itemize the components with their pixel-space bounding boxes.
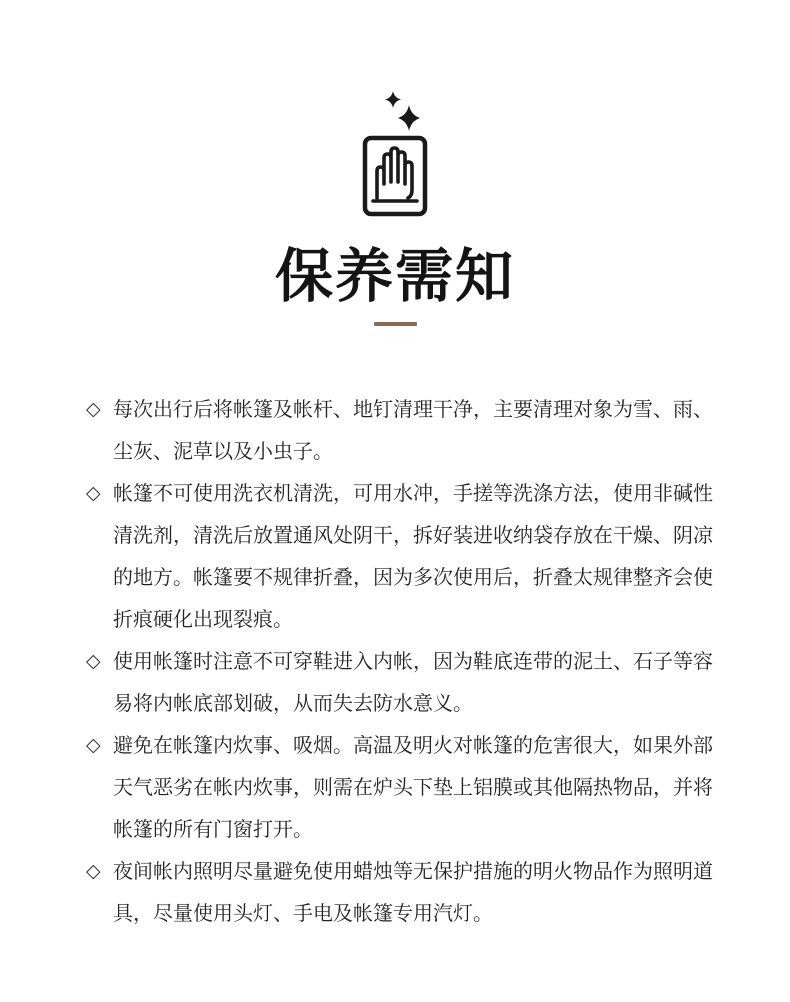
diamond-outline-icon: ◇ — [86, 482, 101, 504]
list-item — [86, 724, 716, 850]
list-item — [86, 472, 716, 640]
diamond-outline-icon: ◇ — [86, 860, 101, 882]
diamond-outline-icon: ◇ — [86, 650, 101, 672]
tip-text: 帐篷不可使用洗衣机清洗，可用水冲，手搓等洗涤方法，使用非碱性清洗剂，清洗后放置通风处阴干，拆好装进收纳袋存放在干燥、阴凉的地方。帐篷要不规律折叠，因为多次使用后，折叠太规律整齐会使折痕硬化出现裂痕。 — [113, 481, 713, 631]
tip-text: 夜间帐内照明尽量避免使用蜡烛等无保护措施的明火物品作为照明道具，尽量使用头灯、手电及帐篷专用汽灯。 — [113, 859, 713, 925]
page-title: 保养需知 — [274, 242, 515, 310]
diamond-outline-icon: ◇ — [86, 398, 101, 420]
hand-icon — [377, 148, 412, 198]
title-divider — [374, 322, 417, 326]
list-item — [86, 388, 716, 472]
diamond-outline-icon: ◇ — [86, 734, 101, 756]
tip-text: 避免在帐篷内炊事、吸烟。高温及明火对帐篷的危害很大，如果外部天气恶劣在帐内炊事，则需在炉头下垫上铝膜或其他隔热物品，并将帐篷的所有门窗打开。 — [113, 733, 713, 841]
list-item — [86, 640, 716, 724]
list-item — [86, 850, 716, 934]
hand-cleaning-icon — [356, 88, 434, 220]
sparkle-small-icon — [385, 91, 401, 108]
sparkle-large-icon — [398, 105, 420, 131]
care-tips-list — [86, 388, 716, 934]
tip-text: 使用帐篷时注意不可穿鞋进入内帐，因为鞋底连带的泥土、石子等容易将内帐底部划破，从而失去防水意义。 — [113, 649, 713, 715]
tip-text: 每次出行后将帐篷及帐杆、地钉清理干净，主要清理对象为雪、雨、尘灰、泥草以及小虫子。 — [113, 397, 713, 463]
